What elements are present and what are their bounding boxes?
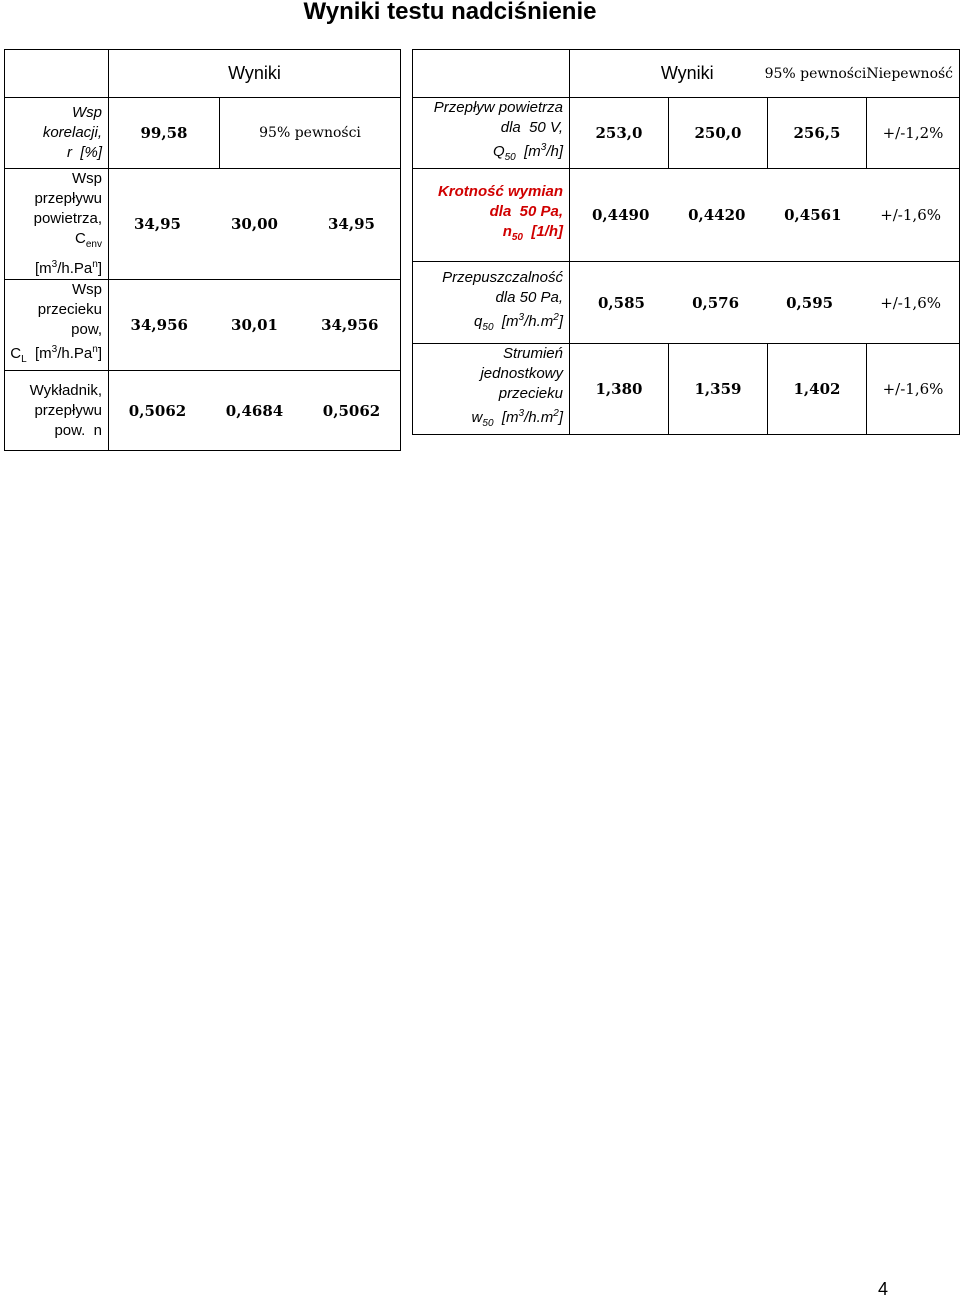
flow-exponent-values <box>109 371 401 451</box>
row-label-flow-exponent: Wykładnik, przepływu pow. n <box>5 371 109 451</box>
correlation-value: 99,58 <box>109 98 220 169</box>
air-change-rate-values <box>570 169 960 262</box>
air-flow-coeff-values <box>109 169 401 280</box>
specific-leakage-value: 1,380 <box>570 344 669 435</box>
permeability-high: 0,595 <box>786 293 834 312</box>
air-flow-coeff-low: 30,00 <box>231 215 278 233</box>
air-change-rate-low: 0,4420 <box>688 206 746 224</box>
air-flow-50v-uncertainty: +/-1,2% <box>867 98 960 169</box>
right-header-uncertainty: Niepewność <box>866 65 954 82</box>
leakage-coeff-high: 34,956 <box>321 316 379 334</box>
specific-leakage-uncertainty: +/-1,6% <box>867 344 960 435</box>
right-results-table <box>412 49 960 435</box>
permeability-uncertainty: +/-1,6% <box>880 293 941 312</box>
right-header-empty <box>413 50 570 98</box>
permeability-values <box>570 262 960 344</box>
row-label-air-flow-coeff: Wsp przepływu powietrza, $C_{env}$ $[m^3/h.Pa^n]$ <box>5 169 109 280</box>
row-label-leakage-coeff: Wsp przecieku pow, $C_L$ $[m^3/h.Pa^n]$ <box>5 280 109 371</box>
air-flow-coeff-high: 34,95 <box>328 215 375 233</box>
leakage-coeff-values <box>109 280 401 371</box>
row-label-specific-leakage: Strumień jednostkowy przecieku $w_{50}$ $[m^3/h.m^2]$ <box>413 344 570 435</box>
right-header-confidence: 95% pewności <box>764 65 867 82</box>
row-label-permeability: Przepuszczalność dla 50 Pa, $q_{50}$ $[m^3/h.m^2]$ <box>413 262 570 344</box>
leakage-coeff-value: 34,956 <box>130 316 188 334</box>
permeability-low: 0,576 <box>692 293 740 312</box>
left-header-empty <box>5 50 109 98</box>
specific-leakage-low: 1,359 <box>669 344 768 435</box>
leakage-coeff-low: 30,01 <box>231 316 278 334</box>
page-title: Wyniki testu nadciśnienie <box>303 0 597 25</box>
flow-exponent-low: 0,4684 <box>225 401 284 420</box>
permeability-value: 0,585 <box>598 293 645 312</box>
specific-leakage-high: 1,402 <box>768 344 867 435</box>
air-change-rate-value: 0,4490 <box>592 206 650 224</box>
row-label-correlation: Wsp korelacji, r [%] <box>5 98 109 169</box>
left-results-table <box>4 49 401 451</box>
air-flow-50v-high: 256,5 <box>768 98 867 169</box>
left-header-results: Wyniki <box>109 50 401 98</box>
flow-exponent-value: 0,5062 <box>128 401 187 420</box>
confidence-label: 95% pewności <box>220 98 401 169</box>
right-header-row <box>570 50 960 98</box>
air-flow-50v-value: 253,0 <box>570 98 669 169</box>
flow-exponent-high: 0,5062 <box>322 401 381 420</box>
air-flow-50v-low: 250,0 <box>669 98 768 169</box>
row-label-air-change-rate: Krotność wymian dla 50 Pa, $n_{50}$ [1/h] <box>413 169 570 262</box>
air-change-rate-high: 0,4561 <box>784 206 842 224</box>
page-number: 4 <box>878 1279 889 1299</box>
air-flow-coeff-value: 34,95 <box>134 215 181 233</box>
air-change-rate-uncertainty: +/-1,6% <box>880 206 941 224</box>
row-label-air-flow-50v: Przepływ powietrza dla 50 V, $Q_{50}$ $[m^3/h]$ <box>413 98 570 169</box>
right-header-results: Wyniki <box>660 63 714 83</box>
